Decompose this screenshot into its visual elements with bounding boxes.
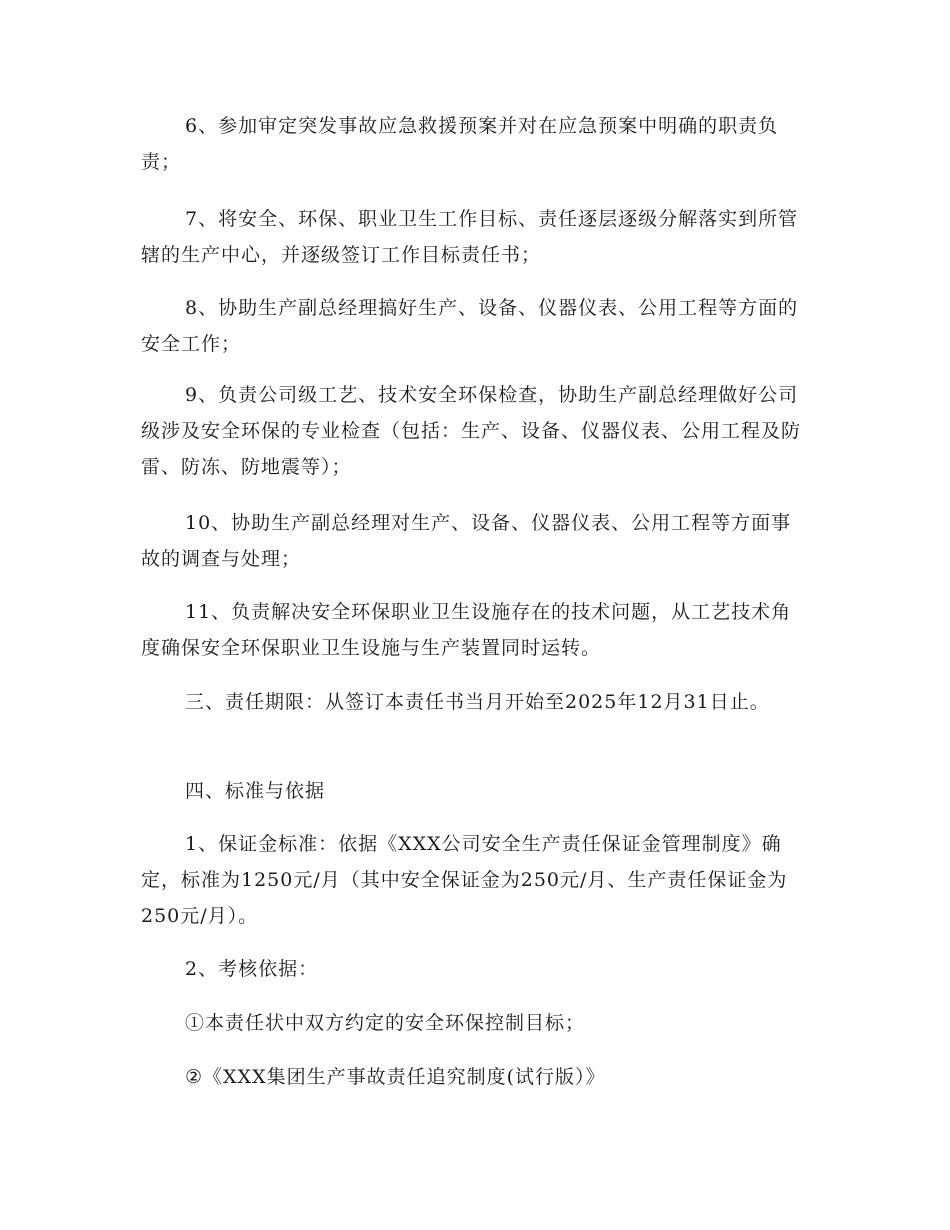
paragraph-duty-8: 8、协助生产副总经理搞好生产、设备、仪器仪表、公用工程等方面的安全工作； bbox=[141, 297, 799, 355]
paragraph-duty-11: 11、负责解决安全环保职业卫生设施存在的技术问题，从工艺技术角度确保安全环保职业卫生设施与生产装置同时运转。 bbox=[141, 601, 792, 659]
list-item-basis-1: ①本责任状中双方约定的安全环保控制目标； bbox=[185, 1012, 586, 1034]
list-item-basis-2: ②《XXX集团生产事故责任追究制度(试行版）》 bbox=[185, 1066, 606, 1088]
paragraph-duty-9: 9、负责公司级工艺、技术安全环保检查，协助生产副总经理做好公司级涉及安全环保的专业检查（包括：生产、设备、仪器仪表、公用工程及防雷、防冻、防地震等）； bbox=[141, 384, 802, 478]
paragraph-term: 三、责任期限：从签订本责任书当月开始至2025年12月31日止。 bbox=[185, 691, 770, 713]
paragraph-duty-10: 10、协助生产副总经理对生产、设备、仪器仪表、公用工程等方面事故的调查与处理； bbox=[141, 512, 792, 570]
paragraph-duty-6: 6、参加审定突发事故应急救援预案并对在应急预案中明确的职责负责； bbox=[141, 115, 779, 173]
paragraph-deposit-standard: 1、保证金标准：依据《XXX公司安全生产责任保证金管理制度》确定，标准为1250元/月（其中安全保证金为250元/月、生产责任保证金为250元/月）。 bbox=[141, 833, 788, 927]
paragraph-assessment-basis: 2、考核依据： bbox=[185, 958, 319, 980]
section-heading-standards: 四、标准与依据 bbox=[185, 780, 326, 802]
paragraph-duty-7: 7、将安全、环保、职业卫生工作目标、责任逐层逐级分解落实到所管辖的生产中心，并逐级签订工作目标责任书； bbox=[141, 208, 799, 266]
